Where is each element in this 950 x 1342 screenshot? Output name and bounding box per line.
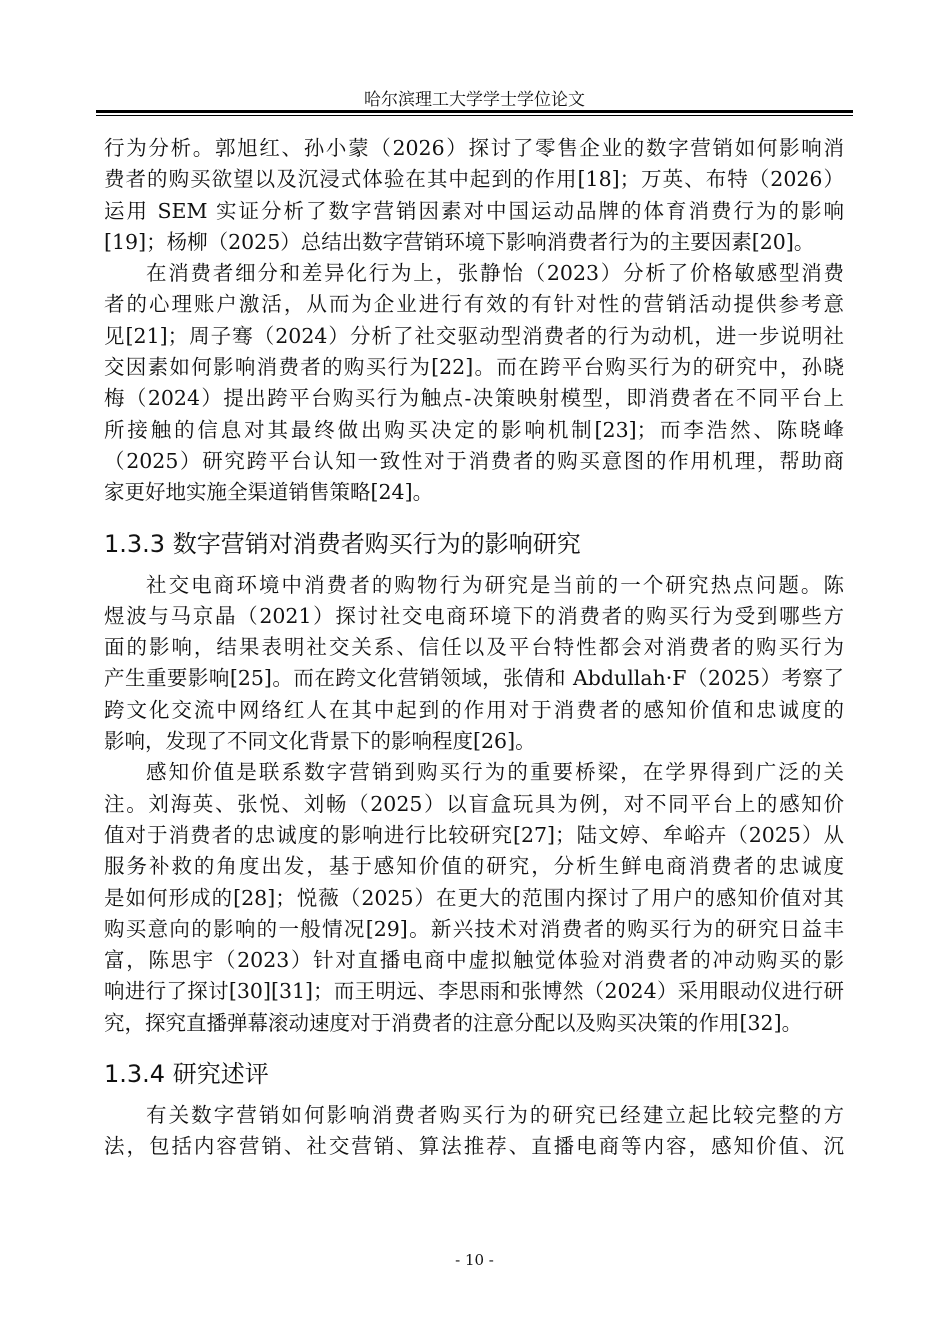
text-line: 社交电商环境中消费者的购物行为研究是当前的一个研究热点问题。陈	[146, 572, 844, 597]
paragraph-a	[104, 133, 844, 258]
paragraph-c	[104, 570, 844, 758]
text-line: 交因素如何影响消费者的购买行为[22]。而在跨平台购买行为的研究中，孙晓	[104, 355, 844, 380]
text-line: 影响，发现了不同文化背景下的影响程度[26]。	[104, 729, 536, 754]
paragraph-e	[104, 1100, 844, 1163]
text-line: 在消费者细分和差异化行为上，张静怡（2023）分析了价格敏感型消费	[146, 261, 844, 286]
section-heading-1-3-4: 1.3.4 研究述评	[104, 1060, 269, 1089]
text-line: 面的影响，结果表明社交关系、信任以及平台特性都会对消费者的购买行为	[104, 635, 844, 660]
text-line: 富，陈思宇（2023）针对直播电商中虚拟触觉体验对消费者的冲动购买的影	[104, 948, 844, 973]
page-body	[104, 133, 844, 1163]
header-rule-thin	[96, 115, 853, 116]
text-line: 费者的购买欲望以及沉浸式体验在其中起到的作用[18]；万英、布特（2026）	[104, 167, 844, 192]
text-line: 家更好地实施全渠道销售策略[24]。	[104, 480, 434, 505]
paragraph-b	[104, 258, 844, 508]
text-line: 响进行了探讨[30][31]；而王明远、李思雨和张博然（2024）采用眼动仪进行研	[104, 979, 844, 1004]
text-line: 是如何形成的[28]；悦薇（2025）在更大的范围内探讨了用户的感知价值对其	[104, 885, 844, 910]
text-line: 梅（2024）提出跨平台购买行为触点-决策映射模型，即消费者在不同平台上	[104, 386, 844, 411]
text-line: 产生重要影响[25]。而在跨文化营销领域，张倩和 Abdullah·F（2025）考察了	[104, 666, 844, 691]
text-line: 有关数字营销如何影响消费者购买行为的研究已经建立起比较完整的方	[146, 1103, 844, 1128]
page-number: - 10 -	[455, 1251, 494, 1269]
text-line: 见[21]；周子骞（2024）分析了社交驱动型消费者的行为动机，进一步说明社	[104, 323, 844, 348]
text-line: （2025）研究跨平台认知一致性对于消费者的购买意图的作用机理，帮助商	[104, 448, 844, 473]
text-line: 感知价值是联系数字营销到购买行为的重要桥梁，在学界得到广泛的关	[146, 760, 844, 785]
section-heading-1-3-3: 1.3.3 数字营销对消费者购买行为的影响研究	[104, 529, 581, 558]
text-line: 者的心理账户激活，从而为企业进行有效的有针对性的营销活动提供参考意	[104, 292, 844, 317]
paragraph-d	[104, 757, 844, 1039]
text-line: 行为分析。郭旭红、孙小蒙（2026）探讨了零售企业的数字营销如何影响消	[104, 136, 844, 160]
text-line: 跨文化交流中网络红人在其中起到的作用对于消费者的感知价值和忠诚度的	[104, 697, 844, 722]
text-line: 究，探究直播弹幕滚动速度对于消费者的注意分配以及购买决策的作用[32]。	[104, 1010, 803, 1035]
text-line: 运用 SEM 实证分析了数字营销因素对中国运动品牌的体育消费行为的影响	[104, 198, 844, 223]
running-header: 哈尔滨理工大学学士学位论文	[364, 90, 585, 110]
text-line: 服务补救的角度出发，基于感知价值的研究，分析生鲜电商消费者的忠诚度	[104, 854, 844, 879]
text-line: 购买意向的影响的一般情况[29]。新兴技术对消费者的购买行为的研究日益丰	[104, 916, 844, 941]
text-line: 值对于消费者的忠诚度的影响进行比较研究[27]；陆文婷、牟峪卉（2025）从	[104, 822, 844, 847]
text-line: 所接触的信息对其最终做出购买决定的影响机制[23]；而李浩然、陈晓峰	[104, 417, 844, 442]
text-line: 煜波与马京晶（2021）探讨社交电商环境下的消费者的购买行为受到哪些方	[104, 603, 844, 628]
text-line: 法，包括内容营销、社交营销、算法推荐、直播电商等内容，感知价值、沉	[104, 1134, 844, 1159]
text-line: [19]；杨柳（2025）总结出数字营销环境下影响消费者行为的主要因素[20]。	[104, 229, 815, 254]
text-line: 注。刘海英、张悦、刘畅（2025）以盲盒玩具为例，对不同平台上的感知价	[104, 791, 844, 816]
header-rule-thick	[96, 110, 853, 113]
